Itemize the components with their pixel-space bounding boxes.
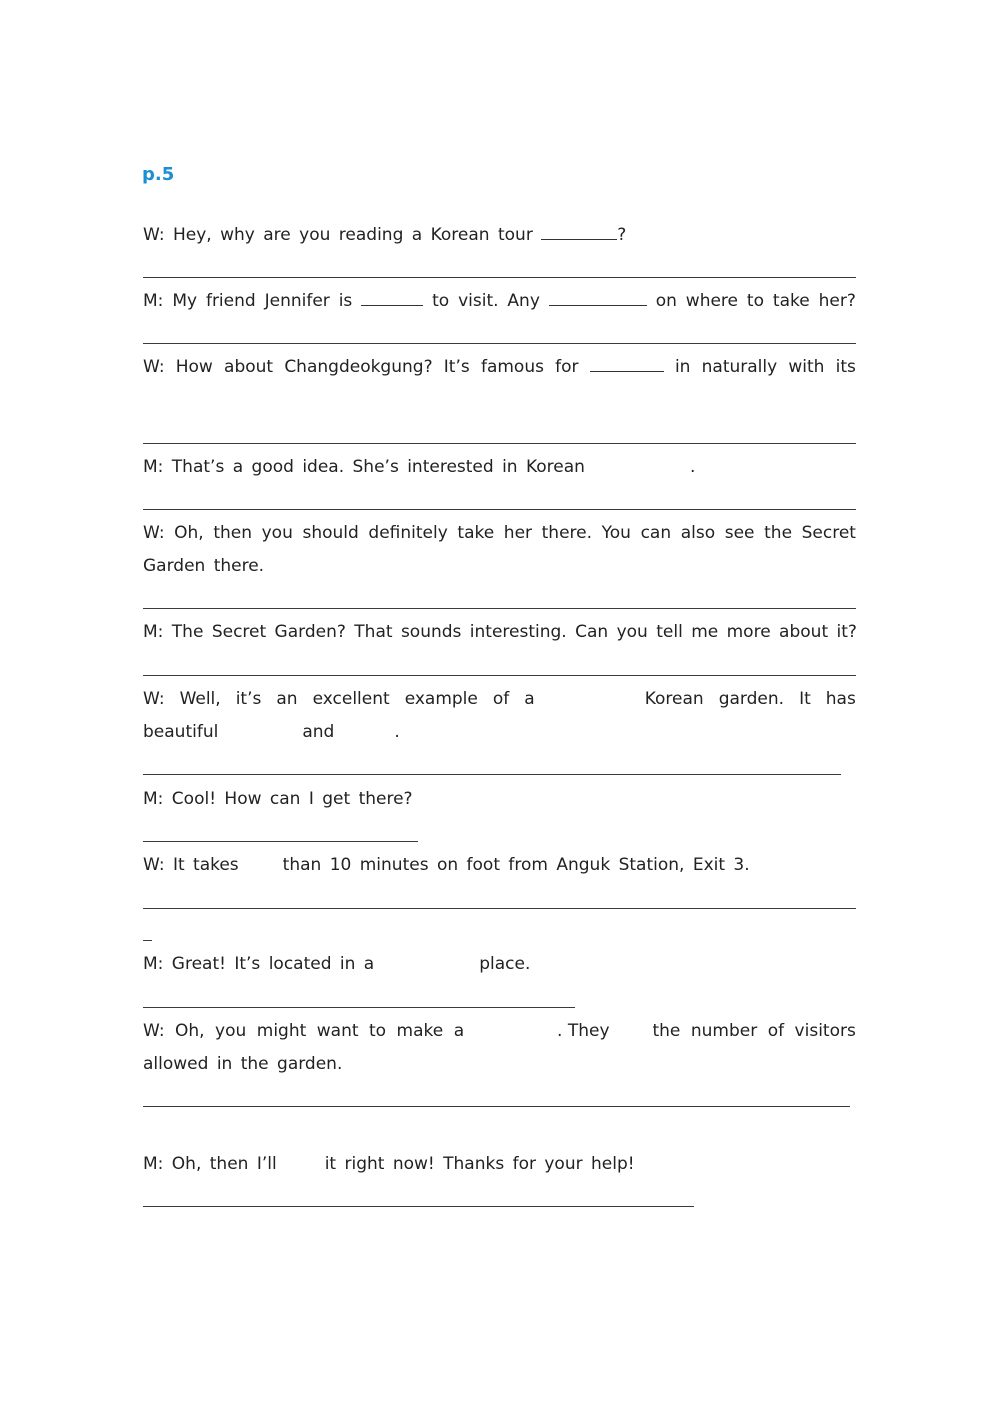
word: beautiful	[143, 722, 219, 742]
word: My	[172, 291, 198, 311]
word: see	[724, 523, 755, 543]
answer-line[interactable]	[143, 509, 856, 510]
dialogue-text: M: Great! It’s located in a	[143, 954, 375, 974]
word: the	[652, 1021, 681, 1041]
word: Jennifer	[264, 291, 330, 311]
dialogue-line-11	[143, 1021, 856, 1041]
word: reading	[338, 225, 404, 245]
answer-line[interactable]	[143, 1007, 575, 1008]
word: to	[432, 291, 450, 311]
word: a	[453, 1021, 465, 1041]
punctuation: .	[689, 457, 696, 477]
word: Korean	[644, 689, 704, 709]
word: Well,	[179, 689, 221, 709]
dialogue-line-12	[143, 1154, 635, 1174]
word: Oh,	[175, 1021, 205, 1041]
word: are	[263, 225, 291, 245]
word: its	[835, 357, 856, 377]
word: visitors	[794, 1021, 856, 1041]
answer-line[interactable]	[143, 443, 856, 444]
word: on	[655, 291, 677, 311]
word: excellent	[312, 689, 390, 709]
answer-blank[interactable]	[361, 291, 423, 306]
speaker-label: W:	[143, 689, 165, 709]
word: garden.	[718, 689, 785, 709]
word: you	[299, 225, 331, 245]
word: famous	[480, 357, 544, 377]
word: take	[772, 291, 810, 311]
dialogue-line-6: M: The Secret Garden? That sounds interesting. Can you tell me more about it?	[143, 622, 857, 642]
dialogue-text: it right now! Thanks for your help!	[324, 1154, 635, 1174]
speaker-label: W:	[143, 225, 165, 245]
dialogue-line-8: M: Cool! How can I get there?	[143, 789, 413, 809]
word: can	[640, 523, 672, 543]
word: where	[685, 291, 739, 311]
word: has	[825, 689, 856, 709]
word: the	[764, 523, 793, 543]
dialogue-text: W: It takes	[143, 855, 239, 875]
word: you	[261, 523, 293, 543]
word: Hey,	[172, 225, 212, 245]
punctuation: .	[394, 722, 400, 742]
word: naturally	[701, 357, 778, 377]
answer-blank[interactable]	[549, 291, 647, 306]
word: How	[175, 357, 213, 377]
dialogue-text: M: That’s a good idea. She’s interested in Korean	[143, 457, 585, 477]
dialogue-text: than 10 minutes on foot from Anguk Station, Exit 3.	[282, 855, 750, 875]
word: . They	[557, 1021, 610, 1041]
word: in	[674, 357, 691, 377]
word: visit.	[458, 291, 499, 311]
dialogue-line-5	[143, 523, 856, 543]
answer-line[interactable]	[143, 277, 856, 278]
dialogue-line-2	[143, 291, 856, 311]
word: Korean	[430, 225, 490, 245]
word: It	[799, 689, 811, 709]
word: make	[396, 1021, 444, 1041]
word: number	[690, 1021, 758, 1041]
answer-line[interactable]	[143, 675, 856, 676]
word: to	[746, 291, 764, 311]
word: about	[224, 357, 274, 377]
word: of	[767, 1021, 785, 1041]
word: there.	[541, 523, 593, 543]
word: then	[213, 523, 253, 543]
word: a	[411, 225, 423, 245]
word: friend	[205, 291, 256, 311]
word: it’s	[235, 689, 262, 709]
word: you	[215, 1021, 247, 1041]
dialogue-text: M: Oh, then I’ll	[143, 1154, 277, 1174]
punctuation: ?	[617, 225, 627, 245]
answer-line[interactable]	[143, 608, 856, 609]
word: why	[220, 225, 255, 245]
word: to	[368, 1021, 387, 1041]
page-label: p.5	[142, 164, 175, 185]
dialogue-line-10	[143, 954, 530, 974]
answer-line[interactable]	[143, 841, 418, 842]
word: Oh,	[174, 523, 204, 543]
speaker-label: M:	[143, 291, 164, 311]
word: her	[503, 523, 533, 543]
answer-line[interactable]	[143, 1206, 694, 1207]
answer-line[interactable]	[143, 1106, 850, 1107]
word: tour	[497, 225, 533, 245]
word: It’s	[443, 357, 470, 377]
word: might	[256, 1021, 307, 1041]
word: an	[276, 689, 298, 709]
word: should	[302, 523, 359, 543]
word: take	[457, 523, 495, 543]
dialogue-line-9	[143, 855, 750, 875]
word: Changdeokgung?	[284, 357, 433, 377]
word: example	[404, 689, 478, 709]
answer-line[interactable]	[143, 774, 841, 775]
word: Any	[507, 291, 540, 311]
word: want	[316, 1021, 359, 1041]
answer-line[interactable]	[143, 343, 856, 344]
dialogue-line-5-cont: Garden there.	[143, 556, 265, 576]
word: of	[492, 689, 510, 709]
word: with	[788, 357, 825, 377]
word: for	[555, 357, 579, 377]
word: her?	[818, 291, 856, 311]
word: Secret	[801, 523, 856, 543]
speaker-label: W:	[143, 357, 165, 377]
answer-line-stub	[143, 940, 152, 941]
dialogue-line-7-cont	[143, 722, 400, 742]
word: place.	[479, 954, 531, 974]
word: and	[302, 722, 335, 742]
answer-line[interactable]	[143, 908, 856, 909]
speaker-label: W:	[143, 523, 165, 543]
dialogue-line-11-cont: allowed in the garden.	[143, 1054, 343, 1074]
word: is	[338, 291, 353, 311]
word: a	[524, 689, 535, 709]
dialogue-line-4	[143, 457, 695, 477]
word: You	[601, 523, 631, 543]
dialogue-line-3	[143, 357, 856, 377]
word: also	[680, 523, 716, 543]
word: definitely	[368, 523, 448, 543]
speaker-label: W:	[143, 1021, 165, 1041]
answer-blank[interactable]	[541, 225, 617, 240]
answer-blank[interactable]	[590, 357, 664, 372]
dialogue-line-1	[143, 225, 626, 245]
dialogue-line-7	[143, 689, 856, 709]
